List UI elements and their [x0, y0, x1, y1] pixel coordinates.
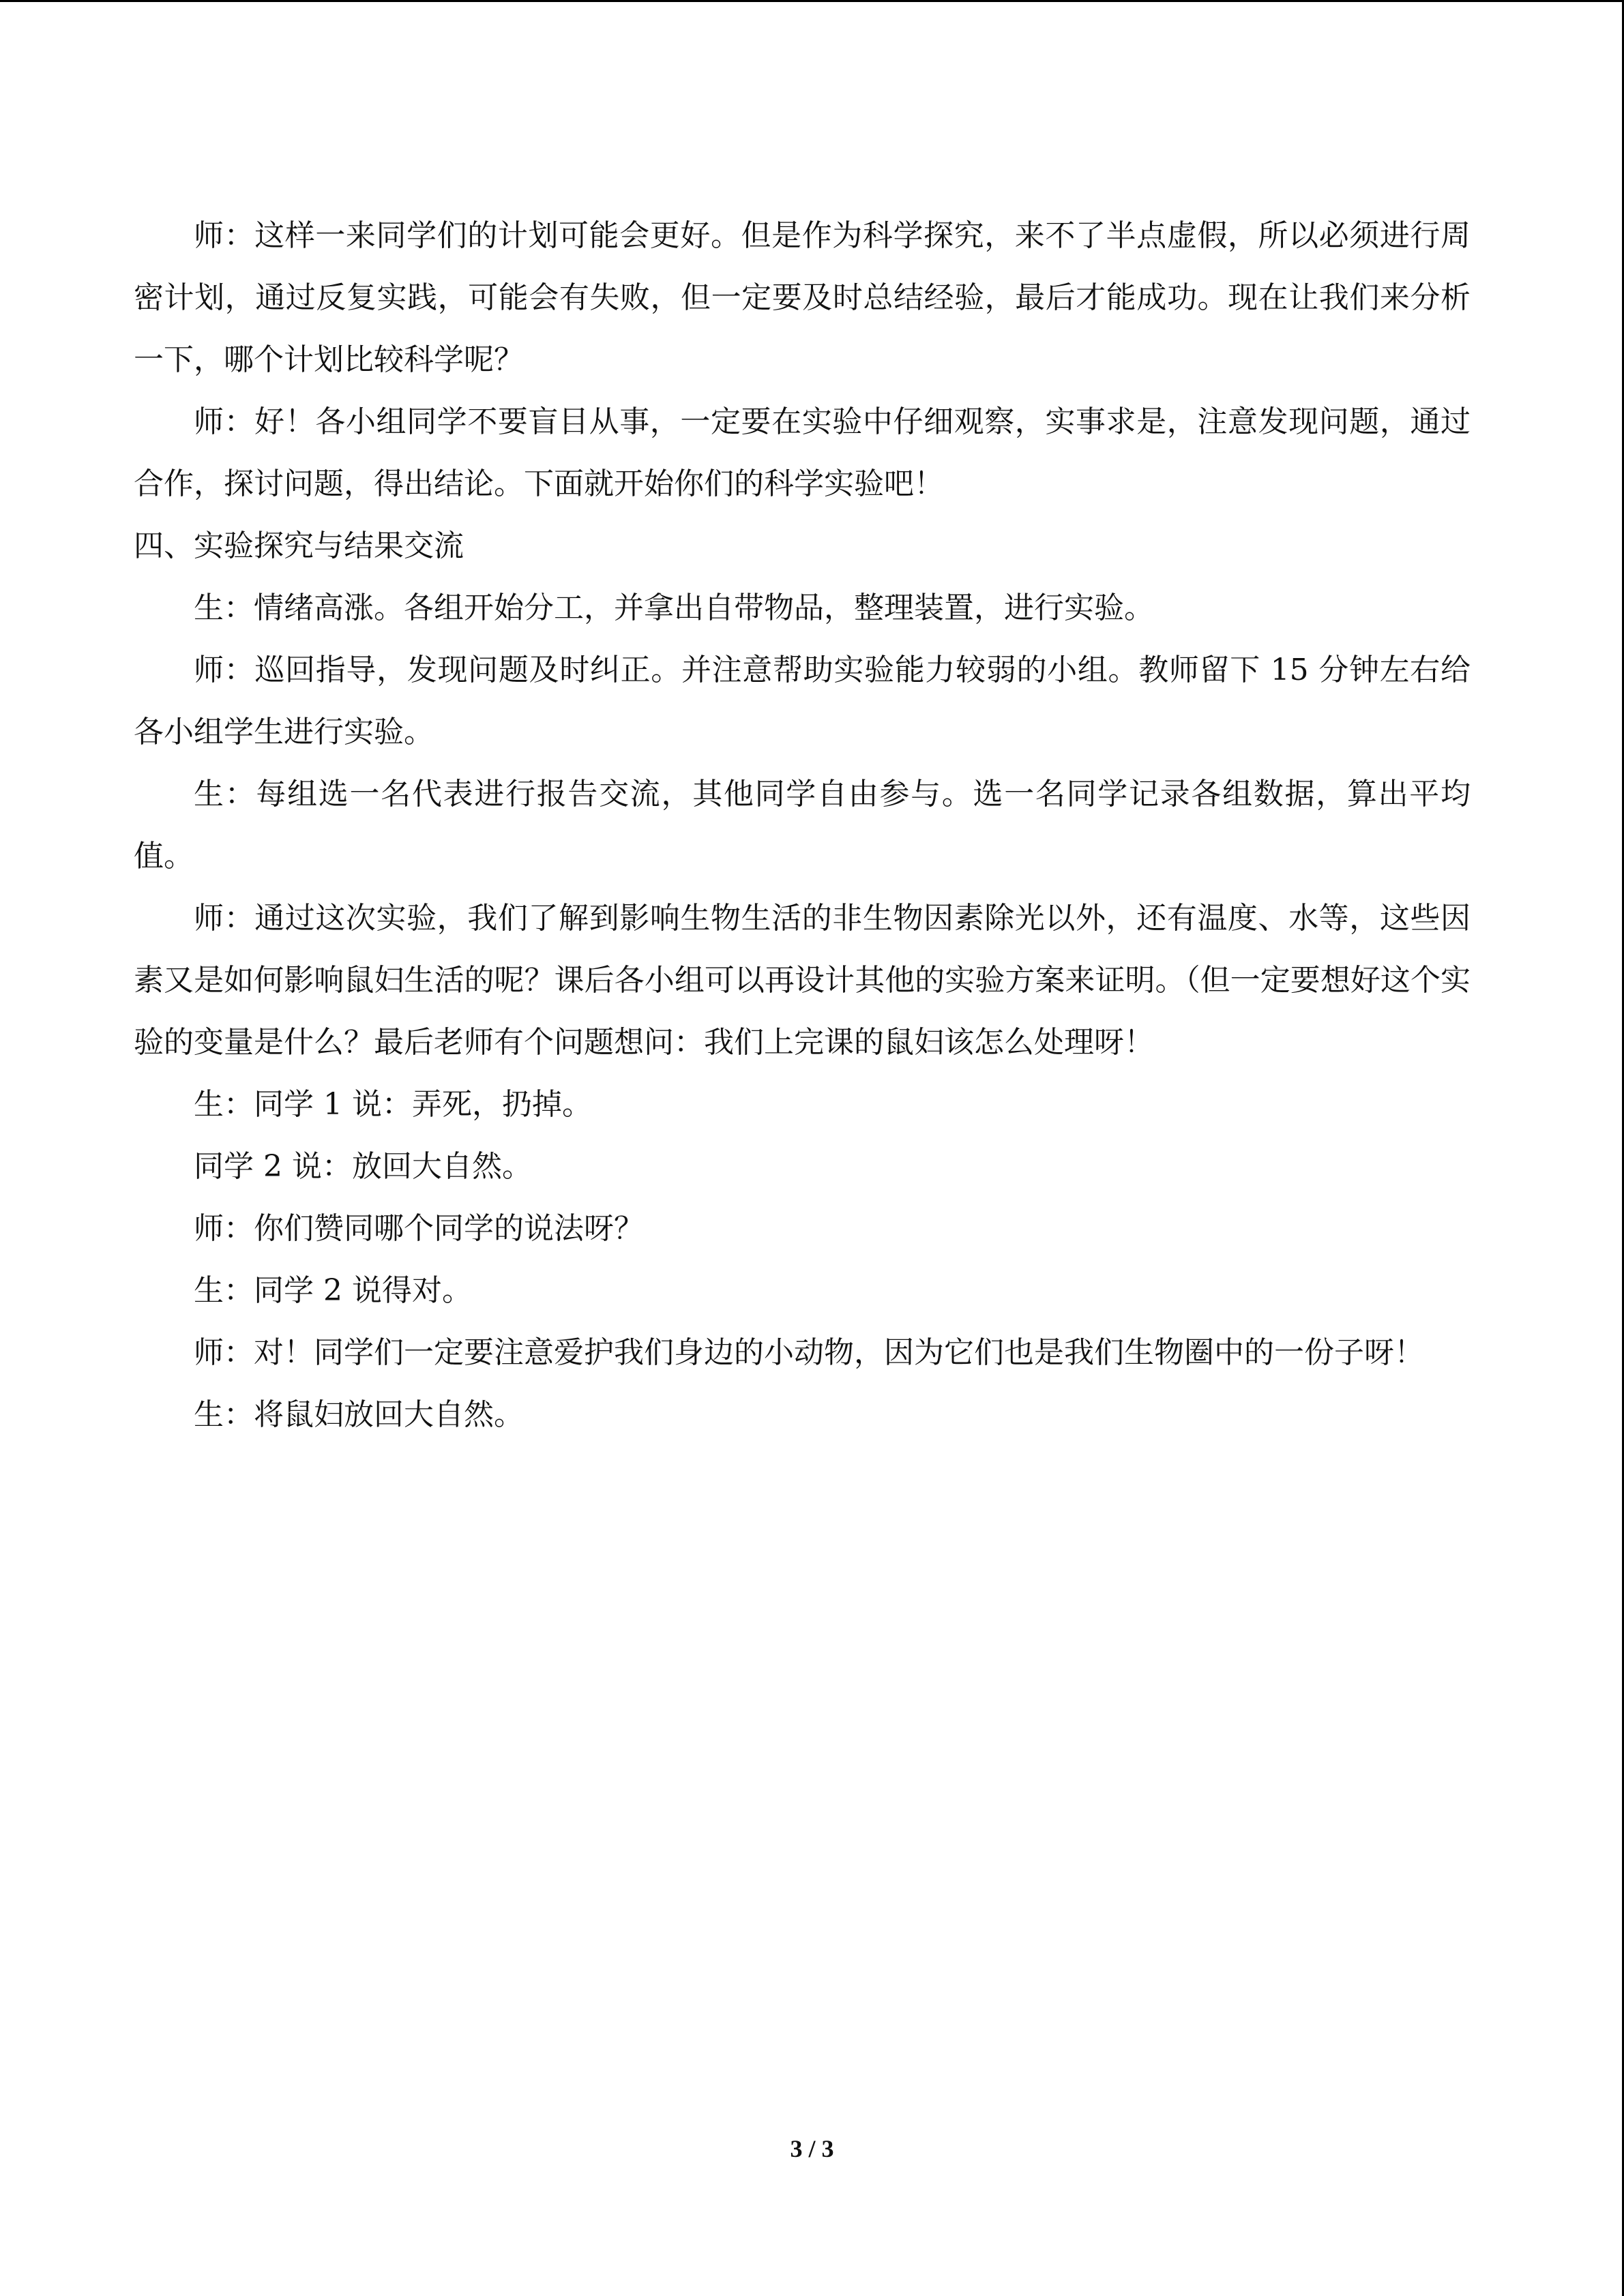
paragraph-teacher-summary: 师：通过这次实验，我们了解到影响生物生活的非生物因素除光以外，还有温度、水等，这些因素又是如何影响鼠妇生活的呢？课后各小组可以再设计其他的实验方案来证明。（但一定要想好这个实验的变量是什么？最后老师有个问题想问：我们上完课的鼠妇该怎么处理呀！ — [134, 901, 1471, 1060]
paragraph-students-release: 生：将鼠妇放回大自然。 — [194, 1397, 524, 1432]
paragraph-students-report: 生：每组选一名代表进行报告交流，其他同学自由参与。选一名同学记录各组数据，算出平均值。 — [134, 777, 1471, 874]
paragraph-teacher-conclusion: 师：对！同学们一定要注意爱护我们身边的小动物，因为它们也是我们生物圈中的一份子呀！ — [194, 1335, 1424, 1370]
document-body — [134, 205, 1471, 1446]
paragraph-student-2: 同学 2 说：放回大自然。 — [194, 1149, 532, 1184]
paragraph-student-1: 生：同学 1 说：弄死，扔掉。 — [194, 1087, 592, 1122]
section-heading-experiment: 四、实验探究与结果交流 — [134, 528, 464, 563]
page-number: 3 / 3 — [790, 2135, 834, 2162]
paragraph-students-setup: 生：情绪高涨。各组开始分工，并拿出自带物品，整理装置，进行实验。 — [194, 591, 1154, 625]
paragraph-teacher-guidance: 师：巡回指导，发现问题及时纠正。并注意帮助实验能力较弱的小组。教师留下 15 分钟左右给各小组学生进行实验。 — [134, 653, 1471, 749]
paragraph-student-answer: 生：同学 2 说得对。 — [194, 1273, 472, 1308]
paragraph-teacher-planning: 师：这样一来同学们的计划可能会更好。但是作为科学探究，来不了半点虚假，所以必须进行周密计划，通过反复实践，可能会有失败，但一定要及时总结经验，最后才能成功。现在让我们来分析一下，哪个计划比较科学呢？ — [134, 218, 1471, 377]
paragraph-teacher-question: 师：你们赞同哪个同学的说法呀？ — [194, 1211, 644, 1246]
paragraph-teacher-instructions: 师：好！各小组同学不要盲目从事，一定要在实验中仔细观察，实事求是，注意发现问题，通过合作，探讨问题，得出结论。下面就开始你们的科学实验吧！ — [134, 404, 1471, 501]
page-border-top — [0, 0, 1624, 2]
